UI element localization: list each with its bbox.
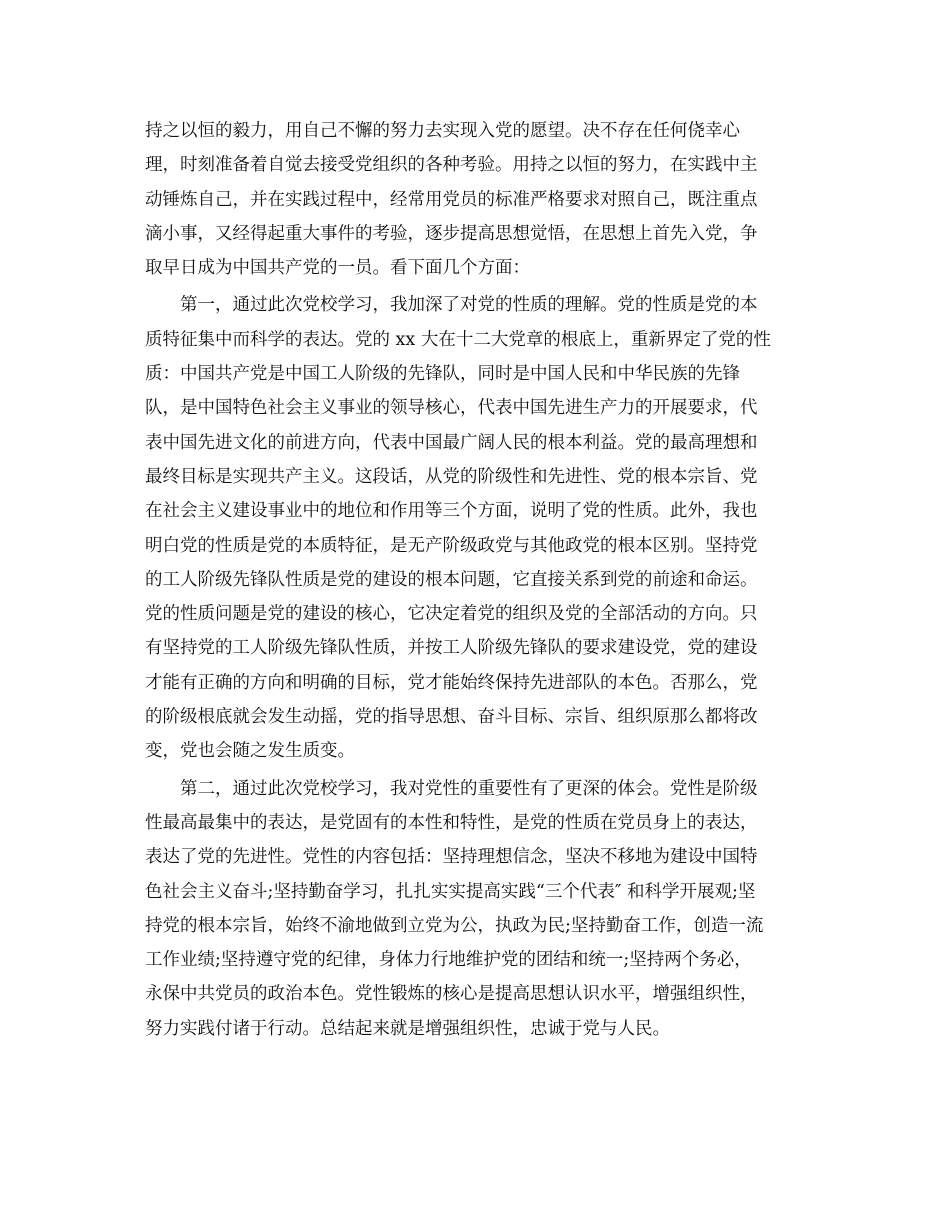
- paragraph-first-point: [145, 288, 805, 768]
- text-line: 质特征集中而科学的表达。党的 xx 大在十二大党章的根底上，重新界定了党的性: [145, 329, 771, 350]
- text-line: 队，是中国特色社会主义事业的领导核心，代表中国先进生产力的开展要求，代: [145, 398, 758, 419]
- text-line: 明白党的性质是党的本质特征，是无产阶级政党与其他政党的根本区别。坚持党: [145, 535, 758, 556]
- text-line: 的阶级根底就会发生动摇，党的指导思想、奋斗目标、宗旨、组织原那么都将改: [145, 707, 758, 728]
- text-line: 第一，通过此次党校学习，我加深了对党的性质的理解。党的性质是党的本: [145, 295, 758, 316]
- text-line: 努力实践付诸于行动。总结起来就是增强组织性，忠诚于党与人民。: [145, 1018, 670, 1039]
- text-line: 质：中国共产党是中国工人阶级的先锋队，同时是中国人民和中华民族的先锋: [145, 364, 740, 385]
- text-line: 有坚持党的工人阶级先锋队性质，并按工人阶级先锋队的要求建设党，党的建设: [145, 638, 758, 659]
- text-line: 才能有正确的方向和明确的目标，党才能始终保持先进部队的本色。否那么，党: [145, 672, 758, 693]
- text-line: 理，时刻准备着自觉去接受党组织的各种考验。用持之以恒的努力，在实践中主: [145, 155, 758, 176]
- text-line: 第二，通过此次党校学习，我对党性的重要性有了更深的体会。党性是阶级: [145, 778, 758, 799]
- text-line: 持之以恒的毅力，用自己不懈的努力去实现入党的愿望。决不存在任何侥幸心: [145, 121, 740, 141]
- text-line: 工作业绩;坚持遵守党的纪律，身体力行地维护党的团结和统一;坚持两个务必，: [145, 950, 752, 971]
- text-line: 色社会主义奋斗;坚持勤奋学习，扎扎实实提高实践“三个代表″ 和科学开展观;坚: [145, 881, 756, 902]
- paragraph-intro: [145, 114, 805, 285]
- text-line: 最终目标是实现共产主义。这段话，从党的阶级性和先进性、党的根本宗旨、党: [145, 466, 758, 487]
- text-line: 取早日成为中国共产党的一员。看下面几个方面：: [145, 258, 530, 279]
- text-line: 的工人阶级先锋队性质是党的建设的根本问题，它直接关系到党的前途和命运。: [145, 569, 758, 590]
- text-line: 动锤炼自己，并在实践过程中，经常用党员的标准严格要求对照自己，既注重点: [145, 189, 758, 210]
- text-line: 永保中共党员的政治本色。党性锻炼的核心是提高思想认识水平，增强组织性，: [145, 984, 758, 1005]
- text-line: 变，党也会随之发生质变。: [145, 741, 355, 762]
- text-line: 性最高最集中的表达，是党固有的本性和特性，是党的性质在党员身上的表达，: [145, 812, 758, 833]
- text-line: 表达了党的先进性。党性的内容包括：坚持理想信念，坚决不移地为建设中国特: [145, 847, 758, 868]
- paragraph-second-point: [145, 772, 805, 1046]
- text-line: 表中国先进文化的前进方向，代表中国最广阔人民的根本利益。党的最高理想和: [145, 432, 758, 453]
- document-body: [145, 114, 805, 1046]
- text-line: 持党的根本宗旨，始终不渝地做到立党为公，执政为民;坚持勤奋工作，创造一流: [145, 915, 764, 936]
- text-line: 党的性质问题是党的建设的核心，它决定着党的组织及党的全部活动的方向。只: [145, 604, 758, 625]
- text-line: 滴小事，又经得起重大事件的考验，逐步提高思想觉悟，在思想上首先入党，争: [145, 223, 758, 244]
- text-line: 在社会主义建设事业中的地位和作用等三个方面，说明了党的性质。此外，我也: [145, 501, 758, 522]
